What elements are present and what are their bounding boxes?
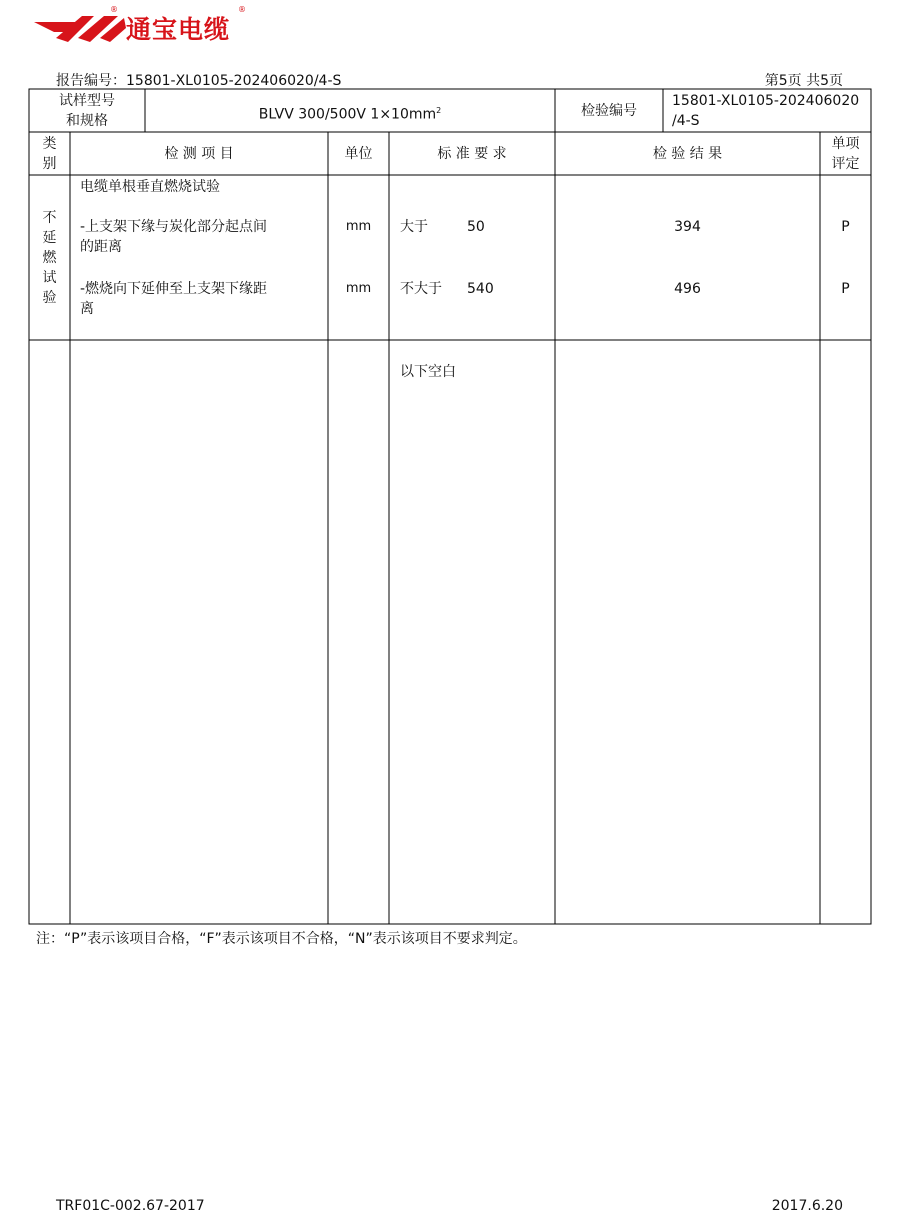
column-header-result: 检 验 结 果 <box>652 146 723 162</box>
column-header-category-line1: 类 <box>42 136 57 152</box>
table-row-unit: mm <box>345 281 372 296</box>
inspection-number-label: 检验编号 <box>581 103 637 119</box>
column-header-category-line2: 别 <box>42 156 57 172</box>
sample-model-label <box>29 91 145 131</box>
item-text-line1: -燃烧向下延伸至上支架下缘距 <box>80 281 268 297</box>
category-char: 验 <box>42 290 57 306</box>
column-header-item: 检 测 项 目 <box>164 146 234 162</box>
sample-model-value <box>145 101 555 125</box>
inspection-number-line2: /4-S <box>672 113 700 129</box>
category-char: 不 <box>42 210 57 226</box>
inspection-number-value <box>672 91 859 131</box>
sample-model-label-line1: 试样型号 <box>59 93 115 109</box>
column-header-rating-line2: 评定 <box>831 156 860 172</box>
category-flame-retardant <box>29 208 70 308</box>
sample-model-label-line2: 和规格 <box>66 113 108 129</box>
legend-note: 注：“P”表示该项目合格，“F”表示该项目不合格，“N”表示该项目不要求判定。 <box>36 931 527 947</box>
column-header-rating <box>820 134 871 174</box>
category-char: 延 <box>42 230 57 246</box>
test-title: 电缆单根垂直燃烧试验 <box>80 179 220 195</box>
table-row-item <box>80 279 267 319</box>
form-date: 2017.6.20 <box>771 1198 843 1214</box>
table-row-requirement-value: 50 <box>467 219 485 235</box>
blank-below-note: 以下空白 <box>400 364 456 380</box>
form-number: TRF01C-002.67-2017 <box>56 1198 205 1214</box>
category-char: 试 <box>42 270 57 286</box>
item-text-line2: 的距离 <box>80 239 122 255</box>
registered-mark: ® <box>238 5 246 14</box>
sample-model-text: BLVV 300/500V 1×10mm <box>258 106 437 123</box>
item-text-line1: -上支架下缘与炭化部分起点间 <box>80 219 268 235</box>
table-row-item <box>80 217 267 257</box>
item-text-line2: 离 <box>80 301 94 317</box>
registered-mark: ® <box>110 5 118 14</box>
column-header-unit: 单位 <box>344 146 373 162</box>
table-row-unit: mm <box>345 219 372 234</box>
report-number: 报告编号：15801-XL0105-202406020/4-S <box>56 73 342 89</box>
column-header-rating-line1: 单项 <box>831 136 860 152</box>
table-row-requirement-value: 540 <box>467 281 494 297</box>
table-row-rating: P <box>841 281 850 297</box>
table-row-result: 496 <box>674 281 701 297</box>
page-info: 第5页 共5页 <box>764 73 843 89</box>
table-row-requirement-word: 大于 <box>400 219 428 235</box>
category-char: 燃 <box>42 250 57 266</box>
sample-model-superscript: 2 <box>436 106 442 115</box>
column-header-requirement: 标 准 要 求 <box>437 146 507 162</box>
table-row-rating: P <box>841 219 850 235</box>
brand-name: 通宝电缆 <box>126 15 231 44</box>
column-header-category <box>29 134 70 174</box>
table-row-result: 394 <box>674 219 701 235</box>
table-row-requirement-word: 不大于 <box>400 281 442 297</box>
inspection-number-line1: 15801-XL0105-202406020 <box>672 93 860 109</box>
